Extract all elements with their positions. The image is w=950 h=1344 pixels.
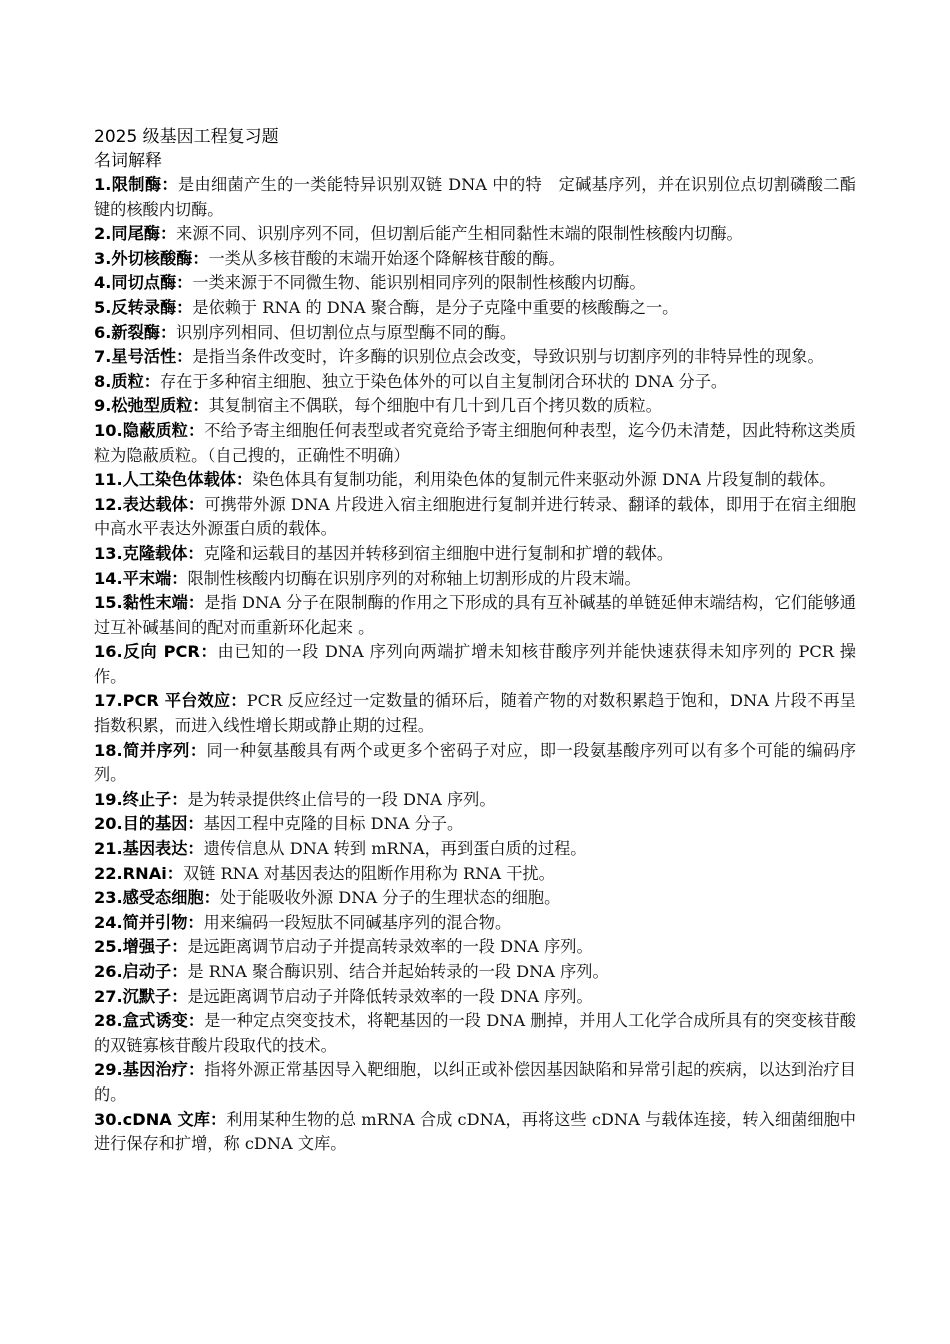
- definition-entry: [94, 419, 856, 468]
- definition-term: 8.质粒：: [94, 371, 160, 391]
- definition-text: 是一种定点突变技术，将靶基因的一段 DNA 删掉，并用人工化学合成所具有的突变核苷酸的双链寡核苷酸片段取代的技术。: [94, 1011, 856, 1055]
- definition-term: 15.黏性末端：: [94, 593, 205, 613]
- definition-text: 利用某种生物的总 mRNA 合成 cDNA，再将这些 cDNA 与载体连接，转入细菌细胞中进行保存和扩增，称 cDNA 文库。: [94, 1109, 856, 1154]
- definition-entry: [94, 468, 856, 493]
- definition-entry: [94, 960, 856, 985]
- definition-term: 3.外切核酸酶：: [94, 248, 209, 268]
- definition-term: 27.沉默子：: [94, 986, 188, 1006]
- definition-text: 存在于多种宿主细胞、独立于染色体外的可以自主复制闭合环状的 DNA 分子。: [159, 371, 728, 391]
- definition-entry: [94, 1009, 856, 1058]
- definition-text: 同一种氨基酸具有两个或更多个密码子对应，即一段氨基酸序列可以有多个可能的编码序列。: [94, 740, 856, 785]
- definition-text: 识别序列相同、但切割位点与原型酶不同的酶。: [176, 322, 517, 342]
- definition-entry: [94, 345, 856, 370]
- definition-entry: [94, 296, 856, 321]
- definition-entry: [94, 222, 856, 247]
- definition-entry: [94, 837, 856, 862]
- definition-entry: [94, 788, 856, 813]
- definition-entry: [94, 985, 856, 1010]
- definition-term: 23.感受态细胞：: [94, 888, 220, 908]
- definition-entry: [94, 173, 856, 222]
- definition-entry: [94, 370, 856, 395]
- definition-text: PCR 反应经过一定数量的循环后，随着产物的对数积累趋于饱和，DNA 片段不再呈指数积累，而进入线性增长期或静止期的过程。: [94, 691, 856, 736]
- definition-text: 指将外源正常基因导入靶细胞，以纠正或补偿因基因缺陷和异常引起的疾病，以达到治疗目的。: [94, 1060, 856, 1104]
- definition-entry: [94, 689, 856, 738]
- definition-term: 6.新裂酶：: [94, 322, 177, 342]
- definition-text: 来源不同、识别序列不同，但切割后能产生相同黏性末端的限制性核酸内切酶。: [176, 224, 743, 244]
- definition-text: 是为转录提供终止信号的一段 DNA 序列。: [187, 789, 496, 809]
- definition-term: 16.反向 PCR：: [94, 642, 218, 662]
- definition-text: 克隆和运载目的基因并转移到宿主细胞中进行复制和扩增的载体。: [203, 543, 674, 563]
- definition-text: 其复制宿主不偶联，每个细胞中有几十到几百个拷贝数的质粒。: [208, 396, 662, 416]
- definition-entry: [94, 321, 856, 346]
- definition-term: 29.基因治疗：: [94, 1060, 205, 1080]
- definition-entry: [94, 394, 856, 419]
- definition-text: 是远距离调节启动子并提高转录效率的一段 DNA 序列。: [187, 937, 593, 957]
- definition-term: 5.反转录酶：: [94, 297, 193, 317]
- definition-entry: [94, 247, 856, 272]
- definition-text: 限制性核酸内切酶在识别序列的对称轴上切割形成的片段末端。: [187, 568, 641, 588]
- definition-text: 是指当条件改变时，许多酶的识别位点会改变，导致识别与切割序列的非特异性的现象。: [192, 347, 824, 367]
- definition-text: 一类从多核苷酸的末端开始逐个降解核苷酸的酶。: [208, 248, 565, 268]
- definition-entry: [94, 1058, 856, 1107]
- definition-term: 20.目的基因：: [94, 814, 204, 834]
- definition-text: 处于能吸收外源 DNA 分子的生理状态的细胞。: [219, 888, 561, 908]
- definition-term: 24.简并引物：: [94, 912, 204, 932]
- definition-term: 7.星号活性：: [94, 347, 193, 367]
- section-heading: 名词解释: [94, 151, 162, 171]
- definition-term: 25.增强子：: [94, 937, 188, 957]
- document-title: 2025 级基因工程复习题: [94, 127, 279, 147]
- definition-term: 14.平末端：: [94, 568, 188, 588]
- definition-text: 不给予寄主细胞任何表型或者究竟给予寄主细胞何种表型，迄今仍未清楚，因此特称这类质粒为隐蔽质粒。（自己搜的，正确性不明确）: [94, 420, 856, 465]
- definition-entry: [94, 812, 856, 837]
- definition-entry: [94, 1108, 856, 1157]
- definition-entry: [94, 493, 856, 542]
- definition-text: 是远距离调节启动子并降低转录效率的一段 DNA 序列。: [187, 986, 593, 1006]
- definition-text: 染色体具有复制功能，利用染色体的复制元件来驱动外源 DNA 片段复制的载体。: [252, 470, 836, 490]
- definition-text: 是依赖于 RNA 的 DNA 聚合酶，是分子克隆中重要的核酸酶之一。: [192, 297, 679, 317]
- definition-entry: [94, 271, 856, 296]
- definition-term: 9.松弛型质粒：: [94, 396, 209, 416]
- definition-text: 是指 DNA 分子在限制酶的作用之下形成的具有互补碱基的单链延伸末端结构，它们能够通过互补碱基间的配对而重新环化起来 。: [94, 593, 856, 637]
- document-body: [94, 125, 856, 1157]
- definition-term: 11.人工染色体载体：: [94, 470, 253, 490]
- definition-term: 22.RNAi：: [94, 863, 183, 883]
- definition-text: 遗传信息从 DNA 转到 mRNA，再到蛋白质的过程。: [203, 839, 587, 859]
- definition-entry: [94, 591, 856, 640]
- definition-text: 一类来源于不同微生物、能识别相同序列的限制性核酸内切酶。: [192, 273, 646, 293]
- definition-term: 19.终止子：: [94, 789, 188, 809]
- definition-entry: [94, 542, 856, 567]
- definition-entry: [94, 640, 856, 689]
- definition-entry: [94, 911, 856, 936]
- definition-term: 26.启动子：: [94, 962, 188, 981]
- definition-text: 基因工程中克隆的目标 DNA 分子。: [203, 814, 464, 834]
- definition-term: 28.盒式诱变：: [94, 1011, 205, 1031]
- definition-term: 2.同尾酶：: [94, 224, 177, 244]
- definition-text: 用来编码一段短肽不同碱基序列的混合物。: [203, 912, 512, 932]
- definition-term: 13.克隆载体：: [94, 543, 204, 563]
- definition-text: 双链 RNA 对基因表达的阻断作用称为 RNA 干扰。: [182, 863, 555, 883]
- definition-list: [94, 173, 856, 1157]
- definition-entry: [94, 935, 856, 960]
- definition-text: 是由细菌产生的一类能特异识别双链 DNA 中的特 定碱基序列，并在识别位点切割磷酸二酯键的核酸内切酶。: [94, 175, 856, 219]
- definition-term: 1.限制酶：: [94, 175, 178, 194]
- definition-term: 30.cDNA 文库：: [94, 1109, 227, 1129]
- definition-entry: [94, 739, 856, 788]
- definition-entry: [94, 567, 856, 592]
- definition-term: 21.基因表达：: [94, 839, 204, 859]
- definition-entry: [94, 886, 856, 911]
- definition-term: 10.隐蔽质粒：: [94, 420, 205, 440]
- definition-text: 由已知的一段 DNA 序列向两端扩增未知核苷酸序列并能快速获得未知序列的 PCR 操作。: [94, 642, 856, 686]
- definition-text: 可携带外源 DNA 片段进入宿主细胞进行复制并进行转录、翻译的载体，即用于在宿主细胞中高水平表达外源蛋白质的载体。: [94, 494, 856, 539]
- definition-entry: [94, 862, 856, 887]
- definition-term: 17.PCR 平台效应：: [94, 691, 247, 711]
- definition-term: 18.简并序列：: [94, 740, 207, 760]
- definition-term: 4.同切点酶：: [94, 273, 193, 293]
- definition-term: 12.表达载体：: [94, 494, 205, 514]
- definition-text: 是 RNA 聚合酶识别、结合并起始转录的一段 DNA 序列。: [187, 962, 609, 981]
